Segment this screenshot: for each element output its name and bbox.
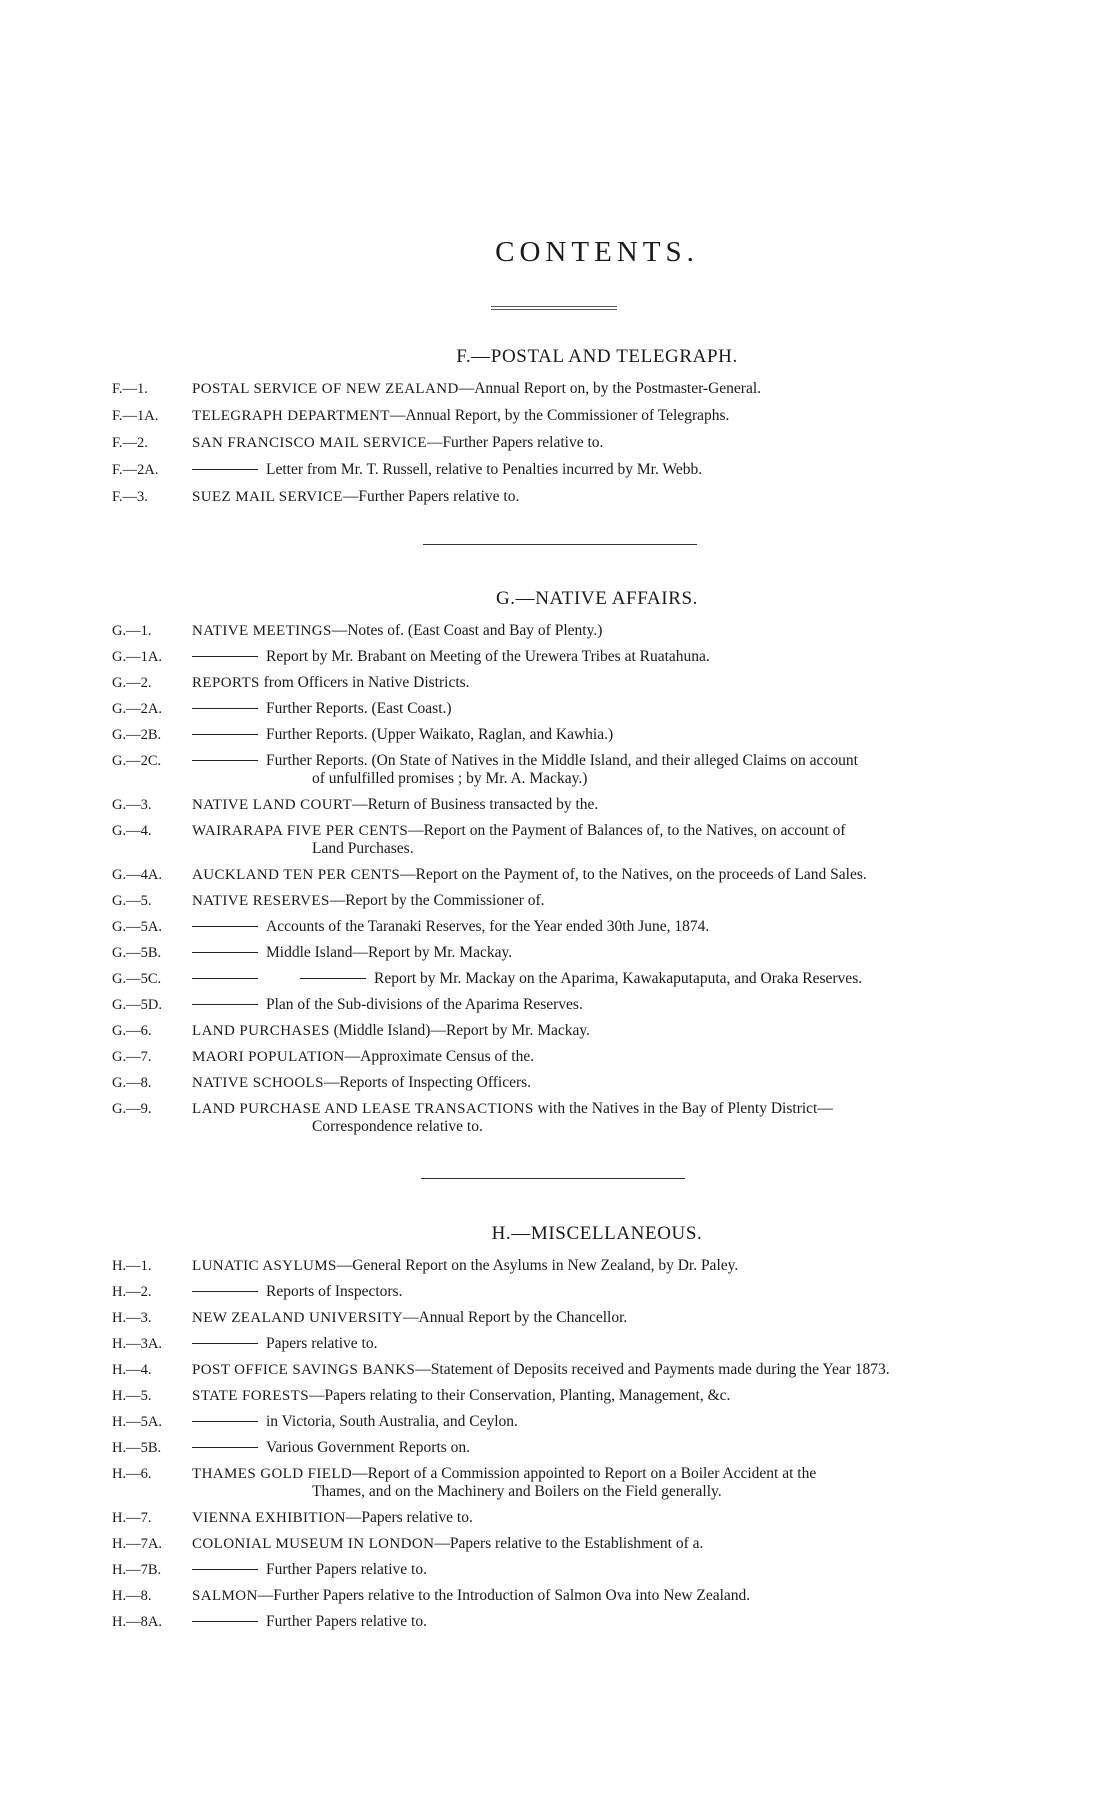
entry-subject: VIENNA EXHIBITION — [192, 1510, 346, 1526]
ditto-dash — [192, 760, 258, 761]
entry-text — [192, 944, 1002, 962]
entry-text — [192, 1439, 1002, 1457]
entry-code: G.—3. — [112, 797, 152, 813]
entry-code: F.—3. — [112, 489, 148, 505]
entry-text — [192, 1535, 1002, 1553]
entry-text — [192, 700, 1002, 718]
contents-entry — [0, 1535, 1114, 1553]
entry-description: (Middle Island)—Report by Mr. Mackay. — [329, 1022, 591, 1039]
entry-code: F.—1A. — [112, 408, 159, 424]
entry-subject: THAMES GOLD FIELD — [192, 1466, 353, 1482]
entry-description: Further Papers relative to. — [266, 1561, 427, 1578]
entry-code: H.—7B. — [112, 1562, 162, 1578]
entry-text — [192, 822, 1002, 858]
contents-entry — [0, 434, 1114, 452]
entry-code: H.—2. — [112, 1284, 152, 1300]
contents-entry — [0, 1361, 1114, 1379]
entry-description: —Further Papers relative to. — [426, 434, 604, 451]
entry-text — [192, 1022, 1002, 1040]
entry-description: —Report on the Payment of Balances of, to the Natives, on account of — [408, 822, 846, 839]
entry-text — [192, 1048, 1002, 1066]
ditto-dash — [192, 708, 258, 709]
entry-description: —Return of Business transacted by the. — [352, 796, 599, 813]
entry-description: Further Reports. (Upper Waikato, Raglan, and Kawhia.) — [266, 726, 614, 743]
contents-entry — [0, 488, 1114, 506]
entry-code: F.—2A. — [112, 462, 159, 478]
entry-code: H.—6. — [112, 1466, 152, 1482]
entry-code: G.—4. — [112, 823, 152, 839]
entry-text — [192, 1309, 1002, 1327]
entry-description: —Report on the Payment of, to the Natives, on the proceeds of Land Sales. — [400, 866, 867, 883]
entry-subject: LUNATIC ASYLUMS — [192, 1258, 337, 1274]
contents-entry — [0, 1074, 1114, 1092]
entry-subject: NATIVE SCHOOLS — [192, 1075, 324, 1091]
contents-entry — [0, 700, 1114, 718]
ditto-dash — [300, 978, 366, 979]
contents-entry — [0, 944, 1114, 962]
section-g-entries — [0, 622, 1114, 1144]
entry-code: G.—2. — [112, 675, 152, 691]
entry-description: Papers relative to. — [266, 1335, 378, 1352]
entry-subject: POSTAL SERVICE OF NEW ZEALAND — [192, 381, 459, 397]
entry-description: —Approximate Census of the. — [344, 1048, 535, 1065]
entry-description: —Statement of Deposits received and Payments made during the Year 1873. — [415, 1361, 890, 1378]
entry-code: G.—9. — [112, 1101, 152, 1117]
entry-text — [192, 1561, 1002, 1579]
entry-code: G.—7. — [112, 1049, 152, 1065]
entry-text — [192, 1465, 1002, 1501]
entry-text — [192, 622, 1002, 640]
section-divider — [423, 544, 697, 545]
contents-entry — [0, 1587, 1114, 1605]
entry-text — [192, 1100, 1002, 1136]
entry-text — [192, 1335, 1002, 1353]
entry-description: Report by Mr. Brabant on Meeting of the Urewera Tribes at Ruatahuna. — [266, 648, 710, 665]
entry-description: —Report by the Commissioner of. — [329, 892, 545, 909]
ditto-dash — [192, 1569, 258, 1570]
entry-code: G.—2B. — [112, 727, 162, 743]
entry-description: —Papers relative to. — [345, 1509, 473, 1526]
title-rule — [491, 309, 617, 310]
entry-code: G.—5A. — [112, 919, 162, 935]
section-heading-f: F.—POSTAL AND TELEGRAPH. — [456, 346, 738, 367]
entry-text — [192, 970, 1002, 988]
contents-entry — [0, 407, 1114, 425]
entry-description: —Annual Report, by the Commissioner of Telegraphs. — [389, 407, 730, 424]
entry-description: Reports of Inspectors. — [266, 1283, 403, 1300]
entry-continuation: Land Purchases. — [312, 840, 414, 857]
entry-code: G.—2A. — [112, 701, 162, 717]
contents-entry — [0, 796, 1114, 814]
section-h-entries — [0, 1257, 1114, 1639]
entry-subject: NATIVE LAND COURT — [192, 797, 353, 813]
entry-subject: AUCKLAND TEN PER CENTS — [192, 867, 401, 883]
entry-text — [192, 866, 1002, 884]
section-divider — [421, 1178, 685, 1179]
ditto-dash — [192, 926, 258, 927]
ditto-dash — [192, 1004, 258, 1005]
ditto-dash — [192, 469, 258, 470]
entry-code: H.—8A. — [112, 1614, 162, 1630]
entry-description: Report by Mr. Mackay on the Aparima, Kawakaputaputa, and Oraka Reserves. — [374, 970, 863, 987]
contents-entry — [0, 726, 1114, 744]
entry-code: G.—1. — [112, 623, 152, 639]
entry-text — [192, 1509, 1002, 1527]
entry-subject: TELEGRAPH DEPARTMENT — [192, 408, 390, 424]
entry-code: H.—4. — [112, 1362, 152, 1378]
entry-description: Further Papers relative to. — [266, 1613, 427, 1630]
entry-text — [192, 488, 1002, 506]
entry-code: H.—5B. — [112, 1440, 162, 1456]
entry-code: H.—1. — [112, 1258, 152, 1274]
entry-description: Further Reports. (On State of Natives in the Middle Island, and their alleged Claims on account — [266, 752, 858, 769]
entry-continuation: Thames, and on the Machinery and Boilers on the Field generally. — [312, 1483, 722, 1500]
contents-entry — [0, 918, 1114, 936]
entry-code: H.—3A. — [112, 1336, 162, 1352]
entry-text — [192, 380, 1002, 398]
contents-entry — [0, 1413, 1114, 1431]
contents-entry — [0, 1100, 1114, 1136]
entry-subject: POST OFFICE SAVINGS BANKS — [192, 1362, 416, 1378]
entry-subject: SAN FRANCISCO MAIL SERVICE — [192, 435, 427, 451]
contents-entry — [0, 1048, 1114, 1066]
entry-code: G.—5B. — [112, 945, 162, 961]
entry-code: H.—5A. — [112, 1414, 162, 1430]
entry-code: F.—2. — [112, 435, 148, 451]
entry-description: —Report of a Commission appointed to Report on a Boiler Accident at the — [352, 1465, 817, 1482]
contents-entry — [0, 1509, 1114, 1527]
entry-code: G.—1A. — [112, 649, 162, 665]
entry-code: F.—1. — [112, 381, 148, 397]
entry-subject: SALMON — [192, 1588, 258, 1604]
contents-entry — [0, 866, 1114, 884]
section-heading-g: G.—NATIVE AFFAIRS. — [495, 588, 699, 609]
entry-description: —Papers relating to their Conservation, Planting, Management, &c. — [308, 1387, 731, 1404]
entry-description: —Further Papers relative to. — [342, 488, 520, 505]
entry-description: —Notes of. (East Coast and Bay of Plenty.) — [331, 622, 603, 639]
entry-text — [192, 434, 1002, 452]
entry-description: Further Reports. (East Coast.) — [266, 700, 452, 717]
contents-entry — [0, 996, 1114, 1014]
entry-subject: WAIRARAPA FIVE PER CENTS — [192, 823, 409, 839]
contents-entry — [0, 380, 1114, 398]
entry-text — [192, 674, 1002, 692]
contents-entry — [0, 648, 1114, 666]
entry-subject: NATIVE MEETINGS — [192, 623, 332, 639]
entry-text — [192, 461, 1002, 479]
entry-text — [192, 996, 1002, 1014]
contents-entry — [0, 822, 1114, 858]
entry-text — [192, 648, 1002, 666]
entry-text — [192, 1387, 1002, 1405]
entry-text — [192, 1074, 1002, 1092]
entry-code: G.—5D. — [112, 997, 162, 1013]
entry-description: with the Natives in the Bay of Plenty District— — [533, 1100, 833, 1117]
ditto-dash — [192, 952, 258, 953]
ditto-dash — [192, 978, 258, 979]
ditto-dash — [192, 1291, 258, 1292]
entry-code: G.—4A. — [112, 867, 162, 883]
entry-code: G.—2C. — [112, 753, 162, 769]
entry-text — [192, 796, 1002, 814]
ditto-dash — [192, 1447, 258, 1448]
entry-text — [192, 1587, 1002, 1605]
ditto-dash — [192, 734, 258, 735]
entry-description: —General Report on the Asylums in New Zealand, by Dr. Paley. — [336, 1257, 739, 1274]
entry-text — [192, 1413, 1002, 1431]
contents-entry — [0, 461, 1114, 479]
entry-description: —Reports of Inspecting Officers. — [323, 1074, 532, 1091]
page-title: CONTENTS. — [495, 236, 699, 268]
entry-description: —Annual Report on, by the Postmaster-General. — [458, 380, 762, 397]
entry-continuation: of unfulfilled promises ; by Mr. A. Mackay.) — [312, 770, 588, 787]
contents-entry — [0, 1022, 1114, 1040]
entry-code: G.—6. — [112, 1023, 152, 1039]
entry-description: Accounts of the Taranaki Reserves, for the Year ended 30th June, 1874. — [266, 918, 710, 935]
contents-entry — [0, 1439, 1114, 1457]
entry-code: G.—5C. — [112, 971, 162, 987]
entry-continuation: Correspondence relative to. — [312, 1118, 483, 1135]
entry-code: H.—3. — [112, 1310, 152, 1326]
contents-entry — [0, 622, 1114, 640]
ditto-dash — [192, 1343, 258, 1344]
entry-description: Letter from Mr. T. Russell, relative to Penalties incurred by Mr. Webb. — [266, 461, 703, 478]
contents-entry — [0, 1309, 1114, 1327]
entry-code: H.—7A. — [112, 1536, 162, 1552]
entry-text — [192, 1613, 1002, 1631]
entry-text — [192, 1257, 1002, 1275]
entry-description: in Victoria, South Australia, and Ceylon. — [266, 1413, 518, 1430]
contents-entry — [0, 1387, 1114, 1405]
entry-description: —Annual Report by the Chancellor. — [403, 1309, 628, 1326]
entry-description: Middle Island—Report by Mr. Mackay. — [266, 944, 513, 961]
contents-entry — [0, 1465, 1114, 1501]
contents-entry — [0, 674, 1114, 692]
section-heading-h: H.—MISCELLANEOUS. — [491, 1223, 703, 1244]
contents-entry — [0, 1613, 1114, 1631]
contents-entry — [0, 970, 1114, 988]
entry-subject: NATIVE RESERVES — [192, 893, 330, 909]
entry-text — [192, 1283, 1002, 1301]
contents-entry — [0, 1561, 1114, 1579]
entry-text — [192, 407, 1002, 425]
entry-subject: LAND PURCHASES — [192, 1023, 330, 1039]
section-f-entries — [0, 380, 1114, 515]
entry-subject: REPORTS — [192, 675, 260, 691]
entry-text — [192, 918, 1002, 936]
ditto-dash — [192, 1621, 258, 1622]
entry-description: Various Government Reports on. — [266, 1439, 471, 1456]
entry-subject: COLONIAL MUSEUM IN LONDON — [192, 1536, 435, 1552]
entry-subject: LAND PURCHASE AND LEASE TRANSACTIONS — [192, 1101, 534, 1117]
entry-text — [192, 892, 1002, 910]
entry-description: —Papers relative to the Establishment of a. — [434, 1535, 704, 1552]
entry-description: Plan of the Sub-divisions of the Aparima Reserves. — [266, 996, 583, 1013]
entry-text — [192, 1361, 1002, 1379]
entry-subject: STATE FORESTS — [192, 1388, 309, 1404]
contents-entry — [0, 1257, 1114, 1275]
title-rule — [491, 306, 617, 307]
contents-entry — [0, 752, 1114, 788]
entry-code: H.—7. — [112, 1510, 152, 1526]
entry-code: H.—8. — [112, 1588, 152, 1604]
entry-subject: MAORI POPULATION — [192, 1049, 345, 1065]
contents-entry — [0, 1283, 1114, 1301]
entry-description: from Officers in Native Districts. — [259, 674, 470, 691]
ditto-dash — [192, 1421, 258, 1422]
contents-entry — [0, 1335, 1114, 1353]
entry-code: H.—5. — [112, 1388, 152, 1404]
ditto-dash — [192, 656, 258, 657]
entry-subject: NEW ZEALAND UNIVERSITY — [192, 1310, 403, 1326]
entry-text — [192, 752, 1002, 788]
entry-code: G.—8. — [112, 1075, 152, 1091]
entry-code: G.—5. — [112, 893, 152, 909]
entry-subject: SUEZ MAIL SERVICE — [192, 489, 343, 505]
entry-description: —Further Papers relative to the Introduction of Salmon Ova into New Zealand. — [257, 1587, 751, 1604]
entry-text — [192, 726, 1002, 744]
contents-entry — [0, 892, 1114, 910]
